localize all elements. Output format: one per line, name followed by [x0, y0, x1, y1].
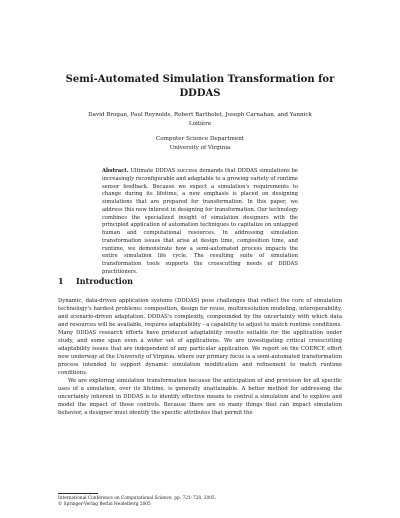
section-number: 1 — [58, 276, 64, 286]
section-title: Introduction — [76, 276, 133, 286]
abstract-text: Ultimate DDDAS success demands that DDDAS simulations be increasingly reconfigurable and adaptable to a growing variety of runtime sensor feedback. Because we expect a simulation's requirements to change during its lifetime, a new emphasis is placed on designing simulations that are prepared for transformation. In this paper, we address this new interest in designing for transformation. Our technology combines the specialized insight of simulation designers with the principled application of automation techniques to capitalize on untapped human and computational resources. In addressing simulation transformation issues that arise at design time, composition time, and runtime, we demonstrate how a semi-automated process impacts the entire simulation life cycle. The resulting suite of simulation transformation tools supports the crosscutting needs of DDDAS practitioners. — [102, 168, 298, 275]
footnote-rule — [58, 493, 98, 494]
paper-title: Semi-Automated Simulation Transformation for DDDAS — [65, 74, 335, 99]
affiliation-university: University of Virginia — [169, 144, 231, 151]
footnote-citation: International Conference on Computational Science, pp. 721–728, 2005. — [58, 496, 217, 501]
author-list: David Brogan, Paul Reynolds, Robert Bartholet, Joseph Carnahan, and Yannick Loitière — [88, 112, 312, 127]
paragraph: Dynamic, data-driven application systems (DDDAS) pose challenges that reflect the core of simulation technology's hardest problems: composition, design for reuse, multiresolution modeling, interoperability, and scenario-driven adaptation. DDDAS's complexity, compounded by the uncertainty with which data and resources will be available, requires adaptability - a capability to adjust to match runtime conditions. Many DDDAS research efforts have produced adaptability results suitable for the application under study, and some span even a wider set of applications. We are investigating critical crosscutting adaptability issues that are independent of any particular application. We report on the COERCE effort now underway at the University of Virginia, where our primary focus is a semi-automated transformation process intended to support dynamic simulation modification and refinement to match runtime conditions. — [58, 298, 342, 376]
body-text — [58, 297, 342, 417]
abstract — [102, 168, 298, 277]
affiliation — [100, 135, 300, 152]
abstract-label: Abstract. — [102, 168, 129, 174]
section-heading — [58, 276, 342, 286]
paragraph: We are exploring simulation transformation because the anticipation of and provision for all specific uses of a simulation, over its lifetime, is generally unattainable. A better method for addressing the uncertainty inherent in DDDAS is to identify effective means to control a simulation and to explore and model the impact of those controls. Because there are so many things that can impact simulation behavior, a designer must identify the specific attributes that permit the — [58, 378, 342, 416]
footnote-copyright: © Springer-Verlag Berlin Heidelberg 2005 — [58, 502, 151, 507]
footnote — [58, 496, 342, 508]
affiliation-department: Computer Science Department — [155, 136, 245, 142]
